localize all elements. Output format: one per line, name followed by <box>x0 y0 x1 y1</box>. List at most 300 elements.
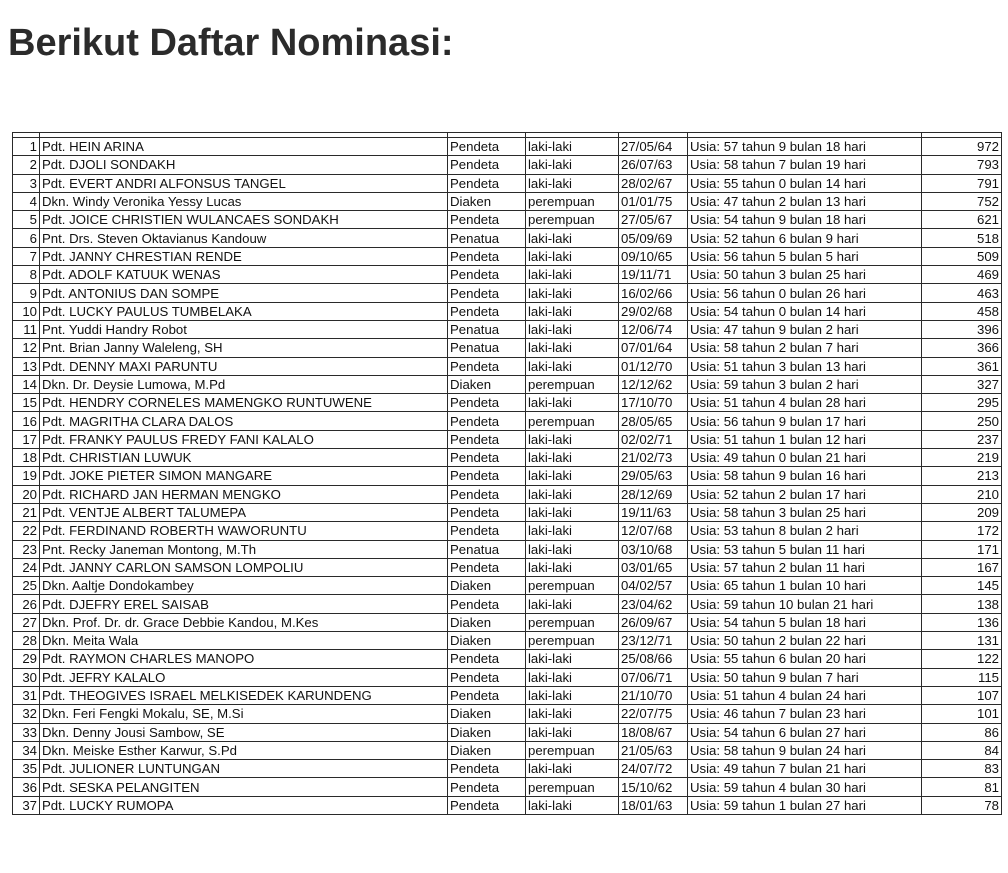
nominee-name: Pnt. Drs. Steven Oktavianus Kandouw <box>40 229 448 247</box>
nominee-birthdate: 23/04/62 <box>619 595 688 613</box>
row-number: 14 <box>13 375 40 393</box>
table-row <box>13 632 1002 650</box>
nominee-role: Pendeta <box>448 394 526 412</box>
nominee-name: Pnt. Yuddi Handry Robot <box>40 320 448 338</box>
row-number: 32 <box>13 705 40 723</box>
row-number: 34 <box>13 741 40 759</box>
nominee-role: Pendeta <box>448 796 526 814</box>
table-row <box>13 467 1002 485</box>
row-number: 25 <box>13 577 40 595</box>
table-row <box>13 668 1002 686</box>
row-number: 5 <box>13 211 40 229</box>
nominee-votes: 213 <box>922 467 1002 485</box>
nominee-role: Diaken <box>448 741 526 759</box>
nominee-name: Pdt. JANNY CHRESTIAN RENDE <box>40 247 448 265</box>
nominee-age: Usia: 58 tahun 3 bulan 25 hari <box>688 503 922 521</box>
row-number: 9 <box>13 284 40 302</box>
nominee-birthdate: 23/12/71 <box>619 632 688 650</box>
nominee-votes: 86 <box>922 723 1002 741</box>
row-number: 35 <box>13 760 40 778</box>
nominee-name: Dkn. Meiske Esther Karwur, S.Pd <box>40 741 448 759</box>
nominee-age: Usia: 46 tahun 7 bulan 23 hari <box>688 705 922 723</box>
nominee-age: Usia: 52 tahun 2 bulan 17 hari <box>688 485 922 503</box>
row-number: 19 <box>13 467 40 485</box>
table-row <box>13 760 1002 778</box>
table-row <box>13 394 1002 412</box>
nominee-votes: 115 <box>922 668 1002 686</box>
table-row <box>13 595 1002 613</box>
nominee-role: Pendeta <box>448 686 526 704</box>
nominee-gender: laki-laki <box>526 686 619 704</box>
nominee-name: Pdt. HENDRY CORNELES MAMENGKO RUNTUWENE <box>40 394 448 412</box>
nominee-gender: laki-laki <box>526 394 619 412</box>
nominee-name: Dkn. Aaltje Dondokambey <box>40 577 448 595</box>
nominee-name: Pnt. Recky Janeman Montong, M.Th <box>40 540 448 558</box>
row-number: 16 <box>13 412 40 430</box>
nominee-name: Pdt. SESKA PELANGITEN <box>40 778 448 796</box>
nominee-role: Diaken <box>448 577 526 595</box>
nominee-birthdate: 18/01/63 <box>619 796 688 814</box>
nominee-age: Usia: 51 tahun 3 bulan 13 hari <box>688 357 922 375</box>
nominee-role: Pendeta <box>448 302 526 320</box>
nominee-name: Dkn. Dr. Deysie Lumowa, M.Pd <box>40 375 448 393</box>
nominee-votes: 295 <box>922 394 1002 412</box>
nominee-birthdate: 02/02/71 <box>619 430 688 448</box>
table-row <box>13 375 1002 393</box>
nominee-votes: 237 <box>922 430 1002 448</box>
table-row <box>13 449 1002 467</box>
nominee-age: Usia: 56 tahun 9 bulan 17 hari <box>688 412 922 430</box>
nominee-role: Diaken <box>448 375 526 393</box>
nominee-votes: 366 <box>922 339 1002 357</box>
row-number: 20 <box>13 485 40 503</box>
nominee-role: Pendeta <box>448 449 526 467</box>
nominee-name: Pdt. DJOLI SONDAKH <box>40 156 448 174</box>
nominee-age: Usia: 59 tahun 3 bulan 2 hari <box>688 375 922 393</box>
nominee-name: Pdt. CHRISTIAN LUWUK <box>40 449 448 467</box>
nominee-gender: laki-laki <box>526 302 619 320</box>
nominee-age: Usia: 53 tahun 5 bulan 11 hari <box>688 540 922 558</box>
nominee-votes: 131 <box>922 632 1002 650</box>
nominee-role: Diaken <box>448 723 526 741</box>
nominee-age: Usia: 59 tahun 1 bulan 27 hari <box>688 796 922 814</box>
row-number: 3 <box>13 174 40 192</box>
nominee-gender: laki-laki <box>526 760 619 778</box>
nominee-age: Usia: 58 tahun 9 bulan 16 hari <box>688 467 922 485</box>
nominee-birthdate: 05/09/69 <box>619 229 688 247</box>
nominee-name: Dkn. Windy Veronika Yessy Lucas <box>40 192 448 210</box>
nominee-gender: perempuan <box>526 375 619 393</box>
nominee-votes: 518 <box>922 229 1002 247</box>
nominee-votes: 621 <box>922 211 1002 229</box>
table-row <box>13 796 1002 814</box>
nominee-role: Pendeta <box>448 503 526 521</box>
table-row <box>13 302 1002 320</box>
nominee-name: Pdt. LUCKY PAULUS TUMBELAKA <box>40 302 448 320</box>
table-row <box>13 503 1002 521</box>
nominee-gender: laki-laki <box>526 595 619 613</box>
nominee-gender: perempuan <box>526 577 619 595</box>
nominee-age: Usia: 57 tahun 2 bulan 11 hari <box>688 558 922 576</box>
nominee-role: Pendeta <box>448 485 526 503</box>
nominee-gender: laki-laki <box>526 247 619 265</box>
nominee-gender: perempuan <box>526 192 619 210</box>
row-number: 18 <box>13 449 40 467</box>
nominee-gender: laki-laki <box>526 705 619 723</box>
nominee-birthdate: 07/06/71 <box>619 668 688 686</box>
table-row <box>13 540 1002 558</box>
nominee-role: Pendeta <box>448 778 526 796</box>
nominee-votes: 972 <box>922 138 1002 156</box>
table-row <box>13 613 1002 631</box>
nominee-role: Penatua <box>448 320 526 338</box>
table-row <box>13 357 1002 375</box>
nominee-role: Pendeta <box>448 760 526 778</box>
nominee-name: Pdt. VENTJE ALBERT TALUMEPA <box>40 503 448 521</box>
nominee-role: Pendeta <box>448 595 526 613</box>
nominee-votes: 107 <box>922 686 1002 704</box>
nominee-name: Pdt. JULIONER LUNTUNGAN <box>40 760 448 778</box>
nominee-birthdate: 09/10/65 <box>619 247 688 265</box>
nominee-birthdate: 17/10/70 <box>619 394 688 412</box>
table-row <box>13 558 1002 576</box>
nominee-votes: 219 <box>922 449 1002 467</box>
nominee-role: Pendeta <box>448 430 526 448</box>
row-number: 4 <box>13 192 40 210</box>
nominee-role: Penatua <box>448 540 526 558</box>
nominee-birthdate: 28/02/67 <box>619 174 688 192</box>
nominee-age: Usia: 51 tahun 1 bulan 12 hari <box>688 430 922 448</box>
table-row <box>13 174 1002 192</box>
nominee-age: Usia: 54 tahun 6 bulan 27 hari <box>688 723 922 741</box>
nominee-gender: laki-laki <box>526 357 619 375</box>
nominee-name: Pdt. DENNY MAXI PARUNTU <box>40 357 448 375</box>
nominee-age: Usia: 51 tahun 4 bulan 28 hari <box>688 394 922 412</box>
nominee-gender: laki-laki <box>526 138 619 156</box>
nominee-age: Usia: 58 tahun 2 bulan 7 hari <box>688 339 922 357</box>
nominee-birthdate: 03/01/65 <box>619 558 688 576</box>
nominee-role: Diaken <box>448 192 526 210</box>
nominee-name: Pdt. FRANKY PAULUS FREDY FANI KALALO <box>40 430 448 448</box>
nominee-votes: 145 <box>922 577 1002 595</box>
row-number: 27 <box>13 613 40 631</box>
nominee-role: Penatua <box>448 339 526 357</box>
nominee-votes: 361 <box>922 357 1002 375</box>
table-body <box>13 133 1002 815</box>
table-row <box>13 320 1002 338</box>
nominee-birthdate: 28/12/69 <box>619 485 688 503</box>
nominee-votes: 171 <box>922 540 1002 558</box>
nominee-votes: 172 <box>922 522 1002 540</box>
nominee-gender: perempuan <box>526 211 619 229</box>
table-row <box>13 266 1002 284</box>
nominee-birthdate: 07/01/64 <box>619 339 688 357</box>
nominee-gender: perempuan <box>526 412 619 430</box>
nominee-birthdate: 12/07/68 <box>619 522 688 540</box>
nominee-age: Usia: 56 tahun 0 bulan 26 hari <box>688 284 922 302</box>
nominee-name: Dkn. Feri Fengki Mokalu, SE, M.Si <box>40 705 448 723</box>
row-number: 7 <box>13 247 40 265</box>
nominee-birthdate: 27/05/67 <box>619 211 688 229</box>
row-number: 31 <box>13 686 40 704</box>
nominee-role: Pendeta <box>448 266 526 284</box>
nominee-birthdate: 01/01/75 <box>619 192 688 210</box>
nominee-age: Usia: 55 tahun 0 bulan 14 hari <box>688 174 922 192</box>
nominee-name: Pdt. FERDINAND ROBERTH WAWORUNTU <box>40 522 448 540</box>
nominee-birthdate: 19/11/71 <box>619 266 688 284</box>
nominee-votes: 791 <box>922 174 1002 192</box>
nominee-name: Pdt. JANNY CARLON SAMSON LOMPOLIU <box>40 558 448 576</box>
nominee-votes: 81 <box>922 778 1002 796</box>
nominee-gender: laki-laki <box>526 668 619 686</box>
nominee-votes: 509 <box>922 247 1002 265</box>
nominee-votes: 78 <box>922 796 1002 814</box>
nominee-gender: perempuan <box>526 632 619 650</box>
nominee-birthdate: 16/02/66 <box>619 284 688 302</box>
nominee-role: Pendeta <box>448 174 526 192</box>
nominee-name: Dkn. Prof. Dr. dr. Grace Debbie Kandou, M.Kes <box>40 613 448 631</box>
table-row <box>13 650 1002 668</box>
nominee-gender: laki-laki <box>526 266 619 284</box>
row-number: 21 <box>13 503 40 521</box>
nominee-birthdate: 21/02/73 <box>619 449 688 467</box>
nominee-age: Usia: 50 tahun 9 bulan 7 hari <box>688 668 922 686</box>
nominee-name: Pdt. JOICE CHRISTIEN WULANCAES SONDAKH <box>40 211 448 229</box>
nominee-gender: laki-laki <box>526 430 619 448</box>
nominee-gender: perempuan <box>526 778 619 796</box>
nominee-age: Usia: 59 tahun 10 bulan 21 hari <box>688 595 922 613</box>
nominee-birthdate: 29/05/63 <box>619 467 688 485</box>
table-row <box>13 229 1002 247</box>
nominee-gender: laki-laki <box>526 339 619 357</box>
nominee-birthdate: 04/02/57 <box>619 577 688 595</box>
nominee-name: Dkn. Denny Jousi Sambow, SE <box>40 723 448 741</box>
nominee-votes: 793 <box>922 156 1002 174</box>
nominee-name: Pdt. THEOGIVES ISRAEL MELKISEDEK KARUNDENG <box>40 686 448 704</box>
table-row <box>13 412 1002 430</box>
nominee-gender: laki-laki <box>526 796 619 814</box>
nominee-gender: laki-laki <box>526 284 619 302</box>
nominee-age: Usia: 57 tahun 9 bulan 18 hari <box>688 138 922 156</box>
nominee-age: Usia: 53 tahun 8 bulan 2 hari <box>688 522 922 540</box>
nominee-age: Usia: 52 tahun 6 bulan 9 hari <box>688 229 922 247</box>
nominee-votes: 463 <box>922 284 1002 302</box>
table-row <box>13 156 1002 174</box>
nominee-gender: laki-laki <box>526 723 619 741</box>
nominee-role: Pendeta <box>448 357 526 375</box>
nominee-votes: 210 <box>922 485 1002 503</box>
nominee-role: Pendeta <box>448 467 526 485</box>
nominee-name: Pdt. HEIN ARINA <box>40 138 448 156</box>
nominee-name: Pnt. Brian Janny Waleleng, SH <box>40 339 448 357</box>
nominee-role: Pendeta <box>448 668 526 686</box>
table-row <box>13 247 1002 265</box>
table-row <box>13 339 1002 357</box>
table-row <box>13 284 1002 302</box>
nominee-age: Usia: 50 tahun 3 bulan 25 hari <box>688 266 922 284</box>
nominee-age: Usia: 50 tahun 2 bulan 22 hari <box>688 632 922 650</box>
nominee-gender: laki-laki <box>526 650 619 668</box>
row-number: 30 <box>13 668 40 686</box>
table-row <box>13 705 1002 723</box>
nominee-gender: laki-laki <box>526 467 619 485</box>
table-row <box>13 522 1002 540</box>
nominee-birthdate: 12/06/74 <box>619 320 688 338</box>
nominee-birthdate: 03/10/68 <box>619 540 688 558</box>
nominee-gender: laki-laki <box>526 485 619 503</box>
table-row <box>13 430 1002 448</box>
nominee-gender: laki-laki <box>526 320 619 338</box>
table-row <box>13 723 1002 741</box>
nominee-votes: 250 <box>922 412 1002 430</box>
nominee-age: Usia: 58 tahun 9 bulan 24 hari <box>688 741 922 759</box>
nominee-birthdate: 01/12/70 <box>619 357 688 375</box>
row-number: 22 <box>13 522 40 540</box>
row-number: 29 <box>13 650 40 668</box>
row-number: 12 <box>13 339 40 357</box>
nomination-table-image <box>12 132 1001 815</box>
row-number: 13 <box>13 357 40 375</box>
nominee-gender: laki-laki <box>526 558 619 576</box>
nominee-role: Diaken <box>448 705 526 723</box>
nominee-votes: 138 <box>922 595 1002 613</box>
nominee-name: Dkn. Meita Wala <box>40 632 448 650</box>
nominee-age: Usia: 49 tahun 7 bulan 21 hari <box>688 760 922 778</box>
row-number: 23 <box>13 540 40 558</box>
nominee-age: Usia: 55 tahun 6 bulan 20 hari <box>688 650 922 668</box>
nominee-birthdate: 21/10/70 <box>619 686 688 704</box>
nominee-gender: perempuan <box>526 613 619 631</box>
nominee-age: Usia: 58 tahun 7 bulan 19 hari <box>688 156 922 174</box>
nominee-name: Pdt. DJEFRY EREL SAISAB <box>40 595 448 613</box>
row-number: 6 <box>13 229 40 247</box>
nominee-age: Usia: 54 tahun 0 bulan 14 hari <box>688 302 922 320</box>
nominee-votes: 84 <box>922 741 1002 759</box>
nominee-birthdate: 26/07/63 <box>619 156 688 174</box>
nominee-votes: 167 <box>922 558 1002 576</box>
table-row <box>13 138 1002 156</box>
nominee-role: Diaken <box>448 613 526 631</box>
nominee-birthdate: 26/09/67 <box>619 613 688 631</box>
row-number: 33 <box>13 723 40 741</box>
nominee-votes: 396 <box>922 320 1002 338</box>
nominee-name: Pdt. JEFRY KALALO <box>40 668 448 686</box>
nominee-name: Pdt. EVERT ANDRI ALFONSUS TANGEL <box>40 174 448 192</box>
nominee-votes: 752 <box>922 192 1002 210</box>
nominee-birthdate: 21/05/63 <box>619 741 688 759</box>
nominee-role: Pendeta <box>448 650 526 668</box>
nominee-role: Pendeta <box>448 284 526 302</box>
nominee-votes: 458 <box>922 302 1002 320</box>
nominee-gender: laki-laki <box>526 156 619 174</box>
nominee-birthdate: 28/05/65 <box>619 412 688 430</box>
row-number: 8 <box>13 266 40 284</box>
nominee-birthdate: 25/08/66 <box>619 650 688 668</box>
nominee-role: Penatua <box>448 229 526 247</box>
row-number: 11 <box>13 320 40 338</box>
row-number: 28 <box>13 632 40 650</box>
nominee-birthdate: 19/11/63 <box>619 503 688 521</box>
nominee-votes: 209 <box>922 503 1002 521</box>
nominee-age: Usia: 47 tahun 9 bulan 2 hari <box>688 320 922 338</box>
nominee-role: Pendeta <box>448 247 526 265</box>
nominee-name: Pdt. RAYMON CHARLES MANOPO <box>40 650 448 668</box>
nominee-role: Pendeta <box>448 156 526 174</box>
nominee-votes: 327 <box>922 375 1002 393</box>
nominee-birthdate: 27/05/64 <box>619 138 688 156</box>
nominee-birthdate: 29/02/68 <box>619 302 688 320</box>
nominee-gender: perempuan <box>526 741 619 759</box>
nominee-age: Usia: 56 tahun 5 bulan 5 hari <box>688 247 922 265</box>
nominee-age: Usia: 51 tahun 4 bulan 24 hari <box>688 686 922 704</box>
row-number: 26 <box>13 595 40 613</box>
nominee-name: Pdt. LUCKY RUMOPA <box>40 796 448 814</box>
nominee-role: Pendeta <box>448 558 526 576</box>
nominee-role: Pendeta <box>448 211 526 229</box>
nominee-role: Pendeta <box>448 412 526 430</box>
table-row <box>13 778 1002 796</box>
row-number: 17 <box>13 430 40 448</box>
row-number: 1 <box>13 138 40 156</box>
nominee-age: Usia: 49 tahun 0 bulan 21 hari <box>688 449 922 467</box>
row-number: 2 <box>13 156 40 174</box>
nominee-birthdate: 22/07/75 <box>619 705 688 723</box>
page-title: Berikut Daftar Nominasi: <box>8 22 454 64</box>
nominee-votes: 101 <box>922 705 1002 723</box>
nominee-role: Pendeta <box>448 522 526 540</box>
table-row <box>13 741 1002 759</box>
nominee-birthdate: 24/07/72 <box>619 760 688 778</box>
nominee-name: Pdt. ADOLF KATUUK WENAS <box>40 266 448 284</box>
nominee-name: Pdt. RICHARD JAN HERMAN MENGKO <box>40 485 448 503</box>
row-number: 15 <box>13 394 40 412</box>
nominee-role: Pendeta <box>448 138 526 156</box>
nominee-votes: 469 <box>922 266 1002 284</box>
nominee-age: Usia: 47 tahun 2 bulan 13 hari <box>688 192 922 210</box>
nominee-birthdate: 15/10/62 <box>619 778 688 796</box>
nominee-role: Diaken <box>448 632 526 650</box>
nominee-name: Pdt. ANTONIUS DAN SOMPE <box>40 284 448 302</box>
nominee-gender: laki-laki <box>526 522 619 540</box>
nominee-votes: 83 <box>922 760 1002 778</box>
nomination-table <box>12 132 1002 815</box>
nominee-gender: laki-laki <box>526 503 619 521</box>
nominee-age: Usia: 54 tahun 5 bulan 18 hari <box>688 613 922 631</box>
nominee-gender: laki-laki <box>526 229 619 247</box>
table-row <box>13 211 1002 229</box>
nominee-gender: laki-laki <box>526 174 619 192</box>
row-number: 24 <box>13 558 40 576</box>
nominee-votes: 122 <box>922 650 1002 668</box>
nominee-age: Usia: 65 tahun 1 bulan 10 hari <box>688 577 922 595</box>
table-row <box>13 577 1002 595</box>
nominee-age: Usia: 59 tahun 4 bulan 30 hari <box>688 778 922 796</box>
nominee-name: Pdt. MAGRITHA CLARA DALOS <box>40 412 448 430</box>
table-row <box>13 485 1002 503</box>
nominee-gender: laki-laki <box>526 449 619 467</box>
nominee-age: Usia: 54 tahun 9 bulan 18 hari <box>688 211 922 229</box>
nominee-name: Pdt. JOKE PIETER SIMON MANGARE <box>40 467 448 485</box>
nominee-birthdate: 12/12/62 <box>619 375 688 393</box>
row-number: 10 <box>13 302 40 320</box>
row-number: 36 <box>13 778 40 796</box>
nominee-birthdate: 18/08/67 <box>619 723 688 741</box>
row-number: 37 <box>13 796 40 814</box>
table-row <box>13 686 1002 704</box>
nominee-gender: laki-laki <box>526 540 619 558</box>
table-row <box>13 192 1002 210</box>
nominee-votes: 136 <box>922 613 1002 631</box>
